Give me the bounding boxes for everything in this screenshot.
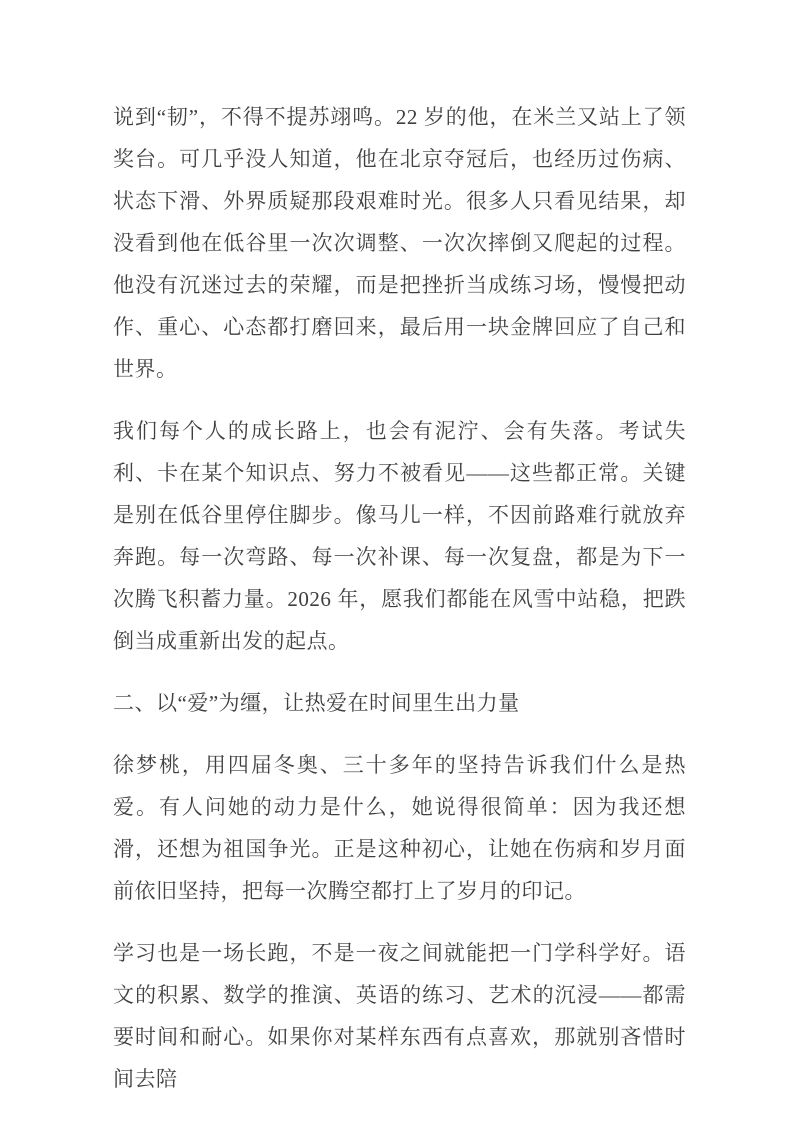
paragraph-xu-mengtao: 徐梦桃，用四届冬奥、三十多年的坚持告诉我们什么是热爱。有人问她的动力是什么，她说得很简单：因为我还想滑，还想为祖国争光。正是这种初心，让她在伤病和岁月面前依旧坚持，把每一次腾空都打上了岁月的印记。 — [113, 753, 686, 903]
section-heading-love: 二、以“爱”为缰，让热爱在时间里生出力量 — [113, 691, 520, 715]
paragraph-learning-marathon: 学习也是一场长跑，不是一夜之间就能把一门学科学好。语文的积累、数学的推演、英语的练习、艺术的沉浸——都需要时间和耐心。如果你对某样东西有点喜欢，那就别吝惜时间去陪 — [113, 941, 686, 1091]
paragraph-resilience: 说到“韧”，不得不提苏翊鸣。22 岁的他，在米兰又站上了领奖台。可几乎没人知道，他在北京夺冠后，也经历过伤病、状态下滑、外界质疑那段艰难时光。很多人只看见结果，却没看到他在低谷里一次次调整、一次次摔倒又爬起的过程。他没有沉迷过去的荣耀，而是把挫折当成练习场，慢慢把动作、重心、心态都打磨回来，最后用一块金牌回应了自己和世界。 — [113, 105, 686, 381]
paragraph-growth-path: 我们每个人的成长路上，也会有泥泞、会有失落。考试失利、卡在某个知识点、努力不被看见——这些都正常。关键是别在低谷里停住脚步。像马儿一样，不因前路难行就放弃奔跑。每一次弯路、每一次补课、每一次复盘，都是为下一次腾飞积蓄力量。2026 年，愿我们都能在风雪中站稳，把跌倒当成重新出发的起点。 — [113, 419, 686, 653]
